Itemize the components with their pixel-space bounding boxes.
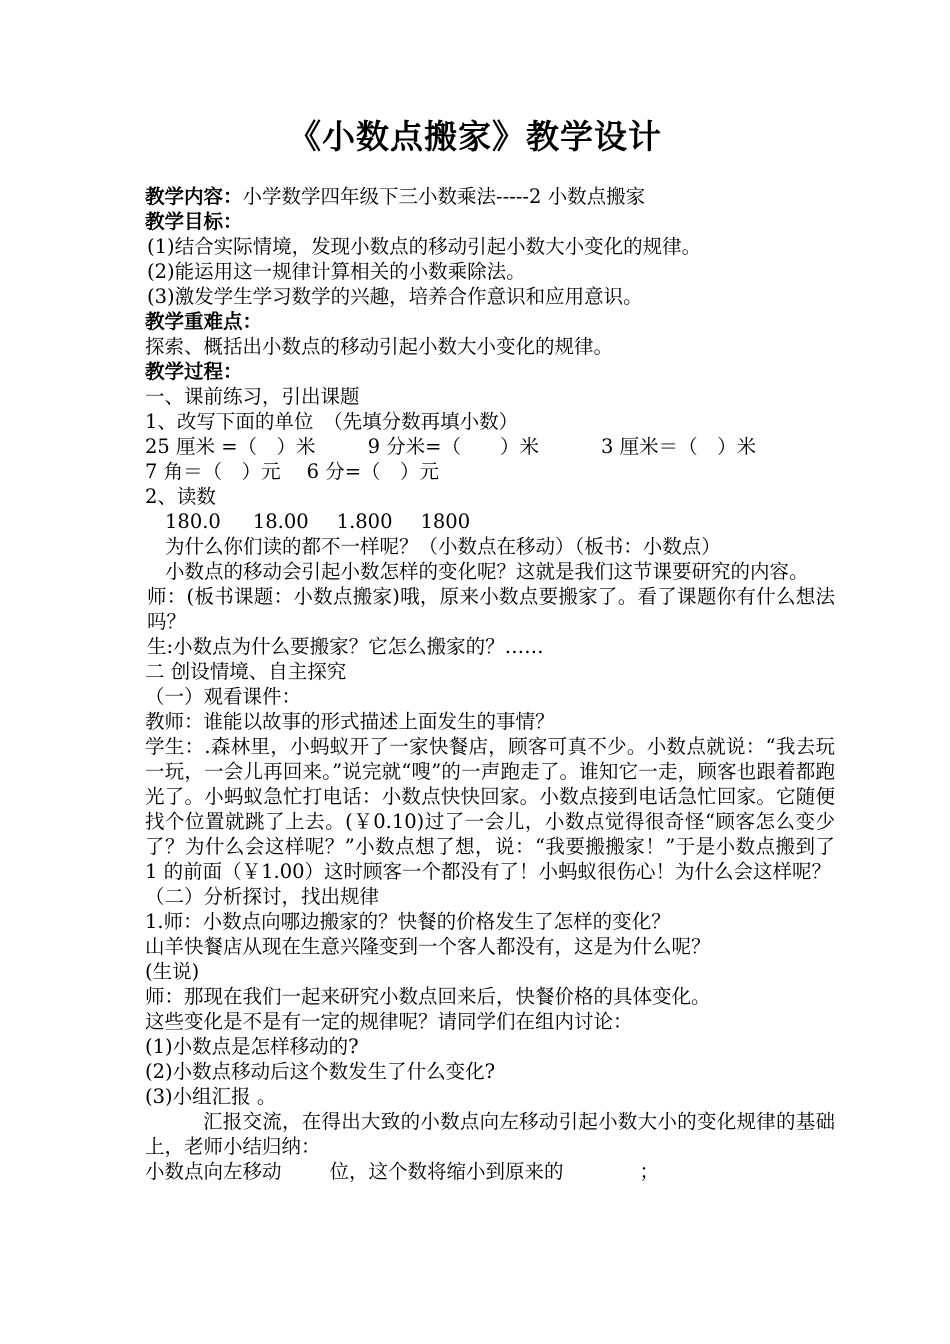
rule-line	[145, 1159, 835, 1184]
key-points-text: 探索、概括出小数点的移动引起小数大小变化的规律。	[145, 335, 614, 358]
discussion-item: (3)小组汇报 。	[145, 1085, 277, 1108]
discussion-item: (2)小数点移动后这个数发生了什么变化?	[145, 1060, 496, 1083]
teacher-line: 教师：谁能以故事的形式描述上面发生的事情？	[145, 710, 555, 733]
exercise-item: 2、读数	[145, 485, 216, 508]
numbers-row	[145, 509, 835, 534]
section-heading: 二 创设情境、自主探究	[145, 660, 347, 683]
content-line	[145, 184, 835, 209]
exercise-item: 1、改写下面的单位 （先填分数再填小数）	[145, 410, 519, 433]
analysis-line: 山羊快餐店从现在生意兴隆变到一个客人都没有，这是为什么呢？	[145, 935, 711, 958]
unit-question: 6 分=（ ）元	[306, 460, 440, 483]
units-row	[145, 459, 835, 484]
unit-question: 7 角＝（ ）元	[145, 460, 281, 483]
question-text: 为什么你们读的都不一样呢？（小数点在移动）（板书：小数点）	[165, 535, 721, 558]
key-points-label: 教学重难点：	[145, 310, 263, 333]
analysis-line: 这些变化是不是有一定的规律呢？请同学们在组内讨论：	[145, 1010, 633, 1033]
analysis-line: 师：那现在我们一起来研究小数点回来后，快餐价格的具体变化。	[145, 985, 711, 1008]
story-paragraph: 学生：.森林里，小蚂蚁开了一家快餐店，顾客可真不少。小数点就说：“我去玩一玩，一会儿再回来。”说完就“嗖”的一声跑走了。谁知它一走，顾客也跟着都跑光了。小蚂蚁急忙打电话：小数点快快回家。小数点接到电话急忙回家。它随便找个位置就跳了上去。(￥0.10)过了一会儿，小数点觉得很奇怪“顾客怎么变少了？为什么会这样呢？”小数点想了想，说：“我要搬搬家！”于是小数点搬到了 1 的前面（￥1.00）这时顾客一个都没有了！小蚂蚁很伤心！为什么会这样呢？	[145, 735, 835, 883]
document-body	[145, 184, 835, 1184]
rule-text: 位，这个数将缩小到原来的	[329, 1160, 564, 1183]
number-value: 1.800	[336, 510, 393, 533]
teacher-line: 师：(板书课题：小数点搬家)哦，原来小数点要搬家了。看了课题你有什么想法吗？	[147, 585, 835, 633]
section-heading: 一、课前练习，引出课题	[145, 385, 360, 408]
goal-item: (2)能运用这一规律计算相关的小数乘除法。	[147, 260, 526, 283]
discussion-item: (1)小数点是怎样移动的?	[145, 1035, 359, 1058]
student-line: 生:小数点为什么要搬家？它怎么搬家的？……	[147, 635, 544, 658]
units-row	[145, 434, 835, 459]
question-text: 小数点的移动会引起小数怎样的变化呢？这就是我们这节课要研究的内容。	[165, 560, 809, 583]
subsection-heading: （二）分析探讨，找出规律	[145, 885, 380, 908]
summary-paragraph: 汇报交流，在得出大致的小数点向左移动引起小数大小的变化规律的基础上，老师小结归纳：	[145, 1110, 835, 1158]
rule-text: 小数点向左移动	[145, 1160, 282, 1183]
content-label: 教学内容：	[145, 185, 243, 208]
unit-question: 9 分米=（ ）米	[367, 435, 540, 458]
unit-question: 25 厘米 =（ ）米	[145, 435, 316, 458]
content-text: 小学数学四年级下三小数乘法-----2 小数点搬家	[242, 185, 646, 208]
number-value: 18.00	[252, 510, 309, 533]
process-label: 教学过程：	[145, 360, 243, 383]
document-title: 《小数点搬家》教学设计	[288, 117, 662, 156]
rule-text: ；	[639, 1160, 660, 1183]
goal-item: (1)结合实际情境，发现小数点的移动引起小数大小变化的规律。	[147, 235, 702, 258]
analysis-line: 1.师：小数点向哪边搬家的？快餐的价格发生了怎样的变化？	[145, 910, 671, 933]
goals-label: 教学目标：	[145, 210, 243, 233]
goal-item: (3)激发学生学习数学的兴趣，培养合作意识和应用意识。	[147, 285, 643, 308]
number-value: 1800	[420, 510, 471, 533]
analysis-line: (生说)	[145, 960, 200, 983]
subsection-heading: （一）观看课件：	[145, 685, 302, 708]
unit-question: 3 厘米＝（ ）米	[601, 435, 757, 458]
number-value: 180.0	[165, 510, 221, 533]
